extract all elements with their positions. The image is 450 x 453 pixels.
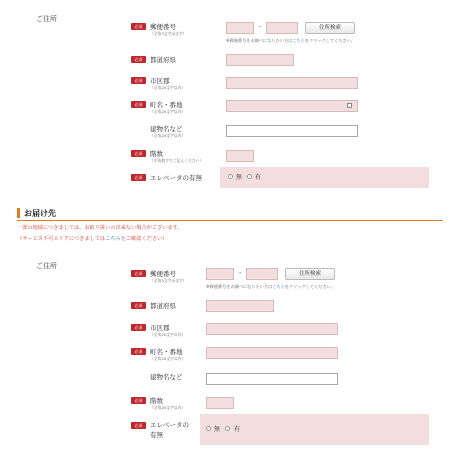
- prefecture-label: 都道府県: [150, 302, 176, 310]
- street-label: 町名・番地: [150, 348, 183, 356]
- postal-code-label: 郵便番号: [150, 270, 176, 278]
- prefecture-select[interactable]: [206, 300, 274, 312]
- required-badge: 必須: [131, 174, 146, 181]
- address-search-button[interactable]: 住所検索: [285, 268, 335, 280]
- heading-divider: [17, 220, 443, 221]
- elevator-yes-radio[interactable]: [247, 174, 252, 179]
- city-input[interactable]: [206, 323, 338, 335]
- elevator-no-label: 無: [214, 426, 221, 433]
- postal-dash: -: [259, 23, 262, 31]
- prefecture-label: 都道府県: [150, 56, 176, 64]
- street-input[interactable]: [206, 347, 338, 359]
- postal-code-label: 郵便番号: [150, 23, 176, 31]
- postal-help-link[interactable]: こちら: [292, 38, 305, 43]
- city-input[interactable]: [226, 77, 358, 89]
- city-note: （全角20文字以内）: [150, 85, 186, 90]
- address-label: ご住所: [36, 15, 57, 23]
- required-badge: 必須: [131, 422, 146, 429]
- building-input[interactable]: [206, 373, 338, 385]
- elevator-label: エレベータの有無: [150, 174, 202, 182]
- floor-input[interactable]: [206, 397, 234, 409]
- address-label: ご住所: [36, 262, 57, 270]
- postal-help-before: ※郵便番号をお調べになりたい方は: [206, 284, 273, 289]
- postal-help-text: [226, 38, 355, 44]
- postal-code-note: （全角3文字/4文字）: [150, 31, 187, 36]
- required-badge: 必須: [131, 270, 146, 277]
- required-badge: 必須: [131, 101, 146, 108]
- required-badge: 必須: [131, 324, 146, 331]
- street-input[interactable]: [226, 100, 358, 112]
- service-area-before: （サービス不可エリアにつきましては: [17, 236, 106, 242]
- building-input[interactable]: [226, 125, 358, 137]
- building-label: 建物名など: [150, 125, 183, 133]
- elevator-yes-label: 有: [255, 174, 262, 181]
- required-badge: 必須: [131, 348, 146, 355]
- city-label: 市区郡: [150, 77, 170, 85]
- floor-label: 階数: [150, 150, 163, 158]
- city-label: 市区郡: [150, 324, 170, 332]
- postal-code-note: （全角3文字/4文字）: [150, 278, 187, 283]
- city-note: （全角20文字以内）: [150, 332, 186, 337]
- service-area-link[interactable]: こちら: [105, 236, 121, 242]
- required-badge: 必須: [131, 77, 146, 84]
- delivery-heading: お届け先: [24, 209, 56, 218]
- delivery-warning: 一部の地域につきましては、お取り扱いの出来ない場合がございます。: [17, 225, 183, 231]
- required-badge: 必須: [131, 150, 146, 157]
- required-badge: 必須: [131, 23, 146, 30]
- elevator-no-label: 無: [236, 174, 243, 181]
- street-note: （全角20文字以内）: [150, 356, 186, 361]
- postal-help-after: をクリックしてください。: [304, 38, 355, 43]
- heading-accent: [17, 208, 20, 218]
- elevator-no-radio[interactable]: [228, 174, 233, 179]
- required-badge: 必須: [131, 302, 146, 309]
- elevator-label-line2: 有無: [150, 431, 163, 439]
- postal-help-text: [206, 284, 335, 290]
- address-search-button[interactable]: 住所検索: [305, 22, 355, 34]
- floor-note: （全角20文字以内）: [150, 405, 186, 410]
- building-note: （全角20文字以内）: [150, 133, 186, 138]
- street-note: （全角20文字以内）: [150, 109, 186, 114]
- floor-input[interactable]: [226, 150, 254, 162]
- floor-label: 階数: [150, 397, 163, 405]
- street-label: 町名・番地: [150, 101, 183, 109]
- building-label: 建物名など: [150, 373, 183, 381]
- required-badge: 必須: [131, 397, 146, 404]
- postal-code-first-input[interactable]: [206, 268, 234, 280]
- service-area-note: [17, 235, 167, 242]
- required-badge: 必須: [131, 56, 146, 63]
- postal-help-link[interactable]: こちら: [272, 284, 285, 289]
- postal-dash: -: [239, 269, 242, 277]
- elevator-label: エレベータの: [150, 421, 189, 429]
- service-area-after: をご確認ください）: [120, 236, 168, 242]
- postal-code-first-input[interactable]: [226, 22, 254, 34]
- postal-help-after: をクリックしてください。: [284, 284, 335, 289]
- elevator-no-radio[interactable]: [206, 426, 211, 431]
- input-helper-icon[interactable]: [347, 103, 352, 108]
- elevator-yes-label: 有: [234, 426, 241, 433]
- floor-note: （半角数字でご記入ください）: [150, 158, 204, 163]
- prefecture-select[interactable]: [226, 54, 294, 66]
- postal-help-before: ※郵便番号をお調べになりたい方は: [226, 38, 293, 43]
- elevator-yes-radio[interactable]: [225, 426, 230, 431]
- postal-code-second-input[interactable]: [266, 22, 298, 34]
- postal-code-second-input[interactable]: [246, 268, 278, 280]
